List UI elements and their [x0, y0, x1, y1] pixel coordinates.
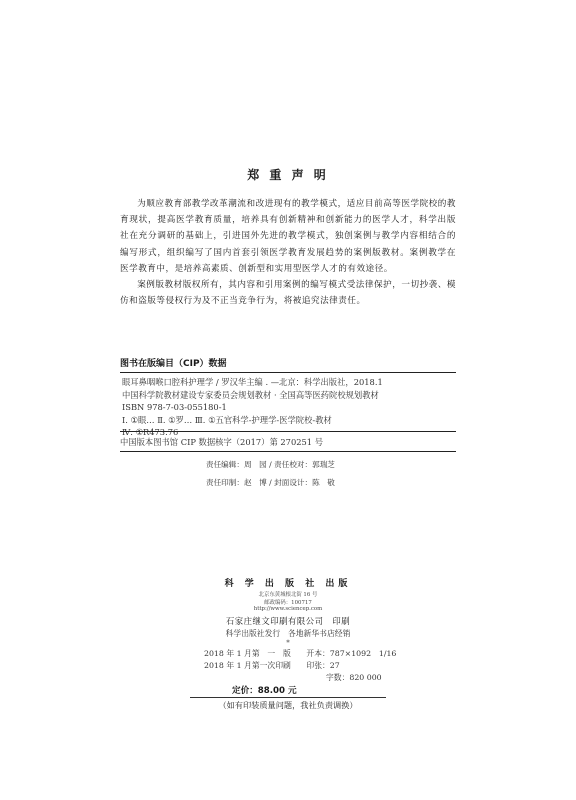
publisher-address: 北京东黄城根北街 16 号 [258, 592, 318, 598]
word-count: 字数：820 000 [326, 673, 382, 682]
cip-heading: 图书在版编目（CIP）数据 [120, 359, 227, 369]
publisher-zip: 邮政编码：100717 [264, 600, 312, 606]
quality-notice: （如有印装质量问题，我社负责调换） [218, 700, 358, 710]
distribution-line: 科学出版社发行 各地新华书店经销 [225, 629, 351, 638]
staff-editors: 责任编辑：周 园 / 责任校对：郭瑞芝 [206, 460, 335, 469]
printer-name: 石家庄继文印刷有限公司 印刷 [225, 616, 351, 626]
printing-line: 2018 年 1 月第一次印刷 印张：27 [204, 661, 340, 670]
cip-number: 中国版本图书馆 CIP 数据核字（2017）第 270251 号 [120, 437, 323, 447]
statement-body [120, 196, 456, 309]
cip-line-title: 眼耳鼻咽喉口腔科护理学 / 罗汉华主编 . —北京：科学出版社，2018.1 [122, 377, 383, 387]
statement-paragraph-2: 案例版教材版权所有，其内容和引用案例的编写模式受法律保护，一切抄袭、模仿和盗版等侵权行为及不正当竞争行为，将被追究法律责任。 [120, 280, 456, 307]
publisher-name: 科 学 出 版 社 出版 [224, 579, 352, 589]
separator-asterisk: * [286, 639, 290, 647]
price: 定价：88.00 元 [232, 686, 297, 696]
cip-line-classification: Ⅳ. ①R473.76 [122, 427, 179, 437]
statement-paragraph-1: 为顺应教育部教学改革潮流和改进现有的教学模式，适应目前高等医学院校的教育现状，提高医学教育质量，培养具有创新精神和创新能力的医学人才，科学出版社在充分调研的基础上，引进国外先进的教学模式，独创案例与教学内容相结合的编写形式，组织编写了国内首套引领医学教育发展趋势的案例版教材。案例教学在医学教育中，是培养高素质、创新型和实用型医学人才的有效途径。 [120, 199, 456, 274]
cip-bottom-rule [120, 431, 456, 432]
cip-line-subject: Ⅰ. ①眼… Ⅱ. ①罗… Ⅲ. ①五官科学-护理学-医学院校-教材 [122, 414, 332, 425]
cip-top-rule [120, 372, 456, 373]
cip-number-rule [120, 451, 456, 452]
cip-line-isbn: ISBN 978-7-03-055180-1 [122, 402, 227, 412]
publisher-url: http://www.sciencep.com [253, 606, 323, 612]
edition-line: 2018 年 1 月第 一 版 开本：787×1092 1/16 [204, 649, 397, 658]
statement-title: 郑 重 声 明 [247, 168, 329, 182]
cip-line-series: 中国科学院教材建设专家委员会规划教材 · 全国高等医药院校规划教材 [122, 389, 379, 400]
staff-production: 责任印制：赵 博 / 封面设计：陈 敬 [206, 478, 335, 487]
cip-data-block [122, 376, 456, 439]
price-rule [190, 697, 386, 698]
